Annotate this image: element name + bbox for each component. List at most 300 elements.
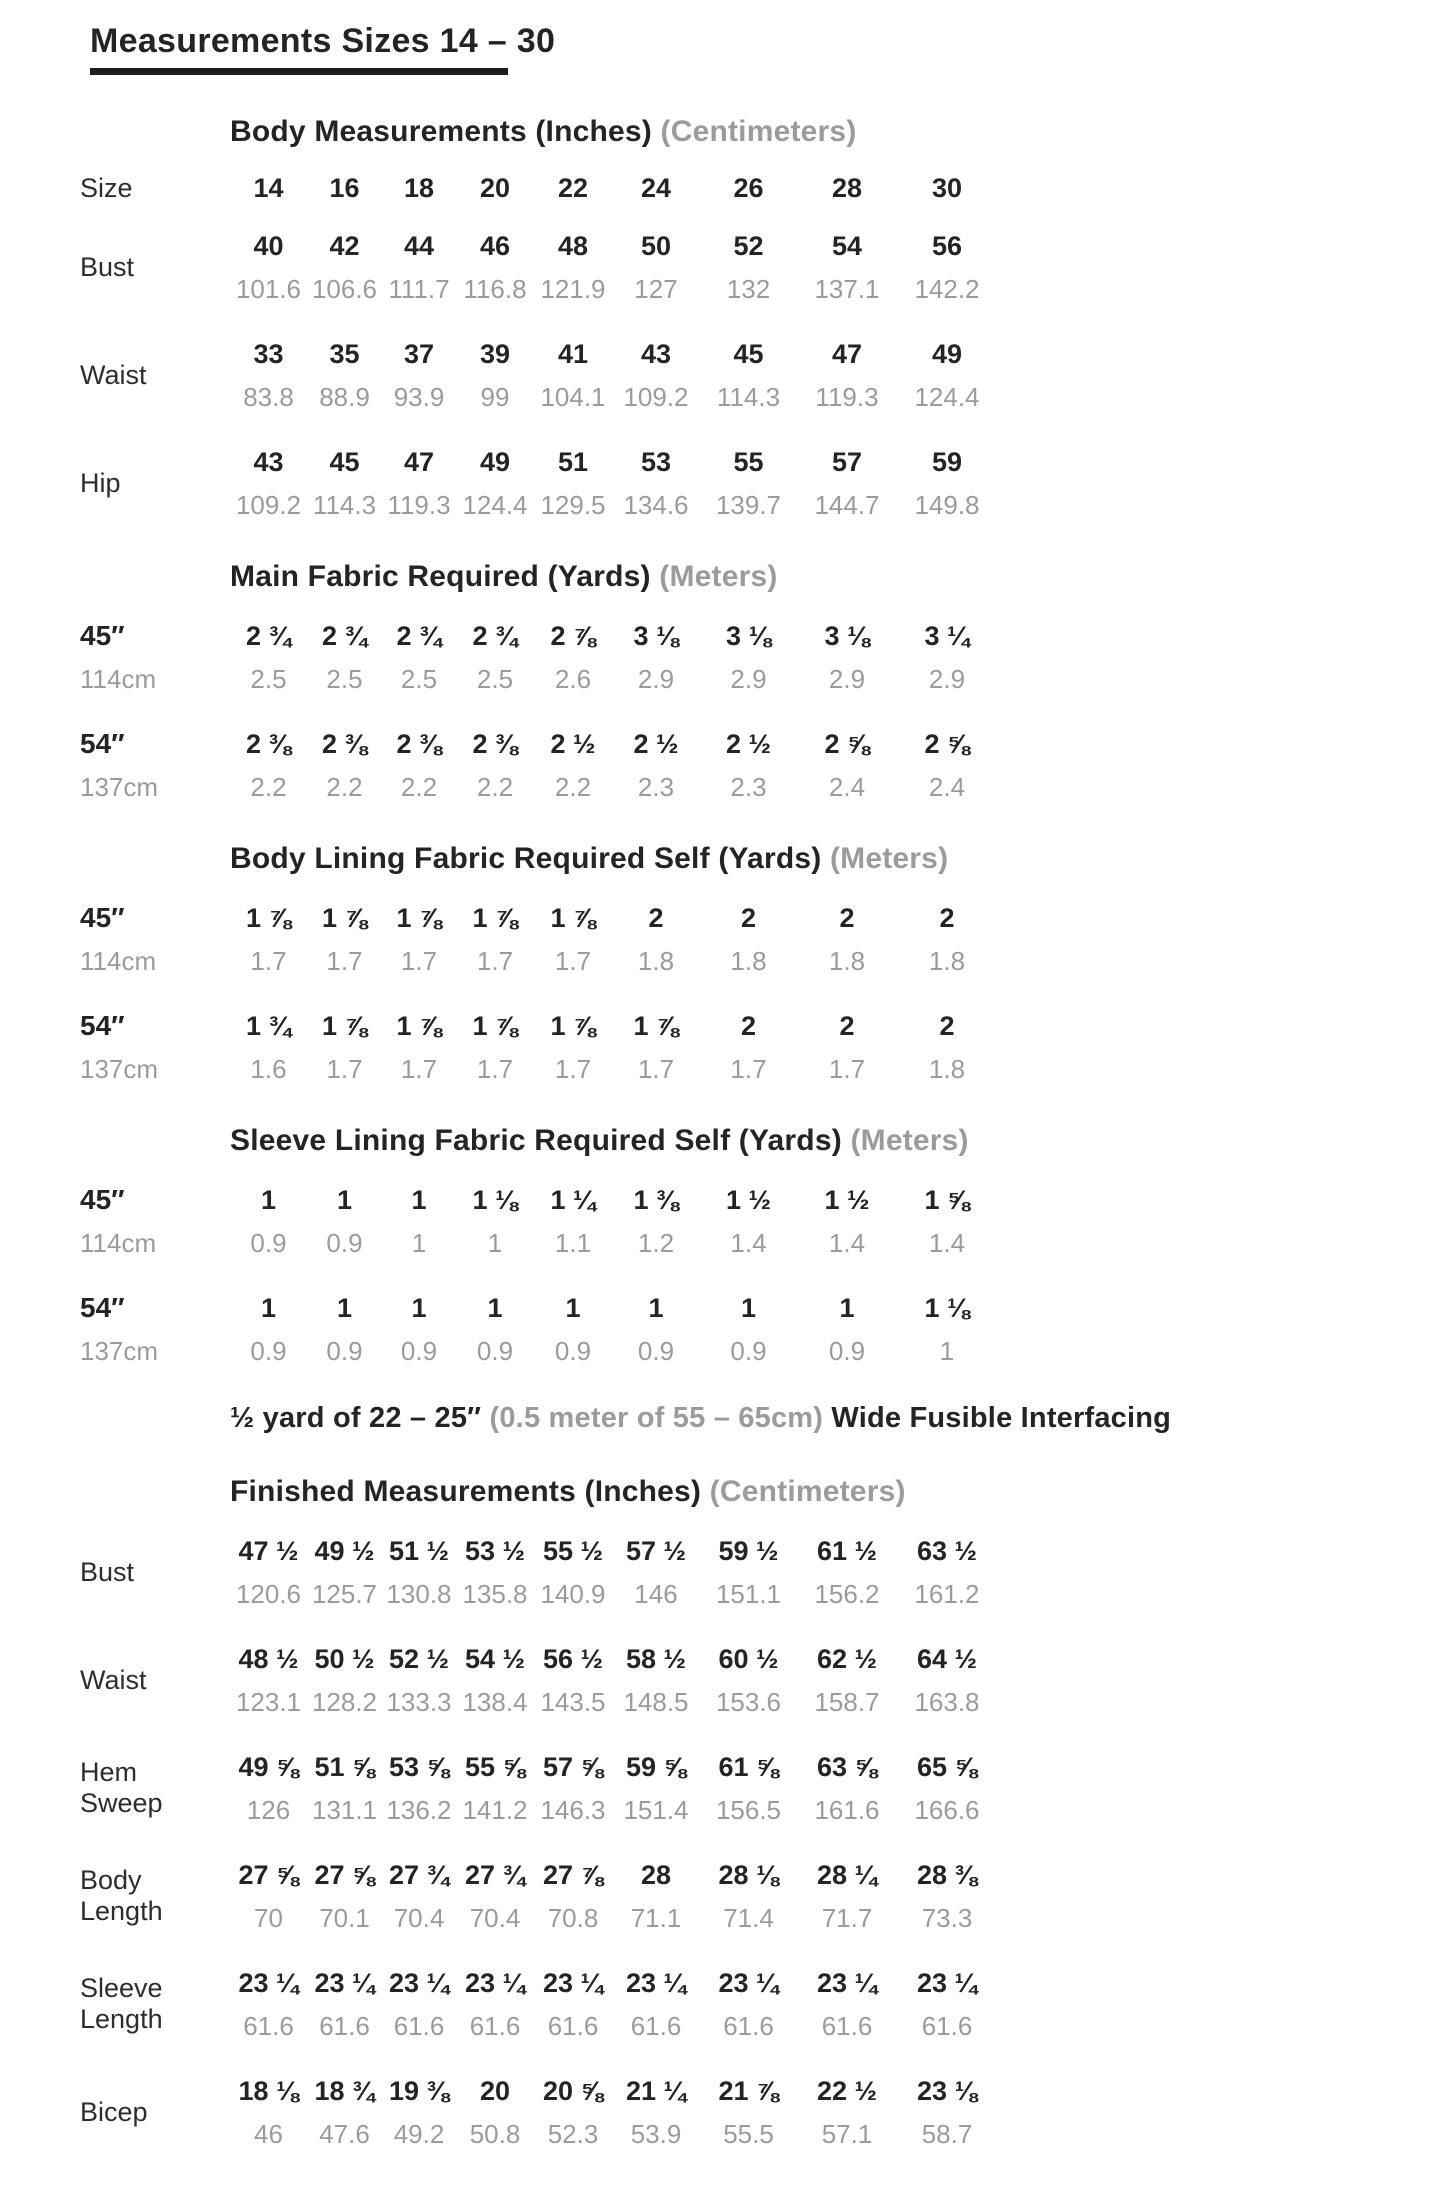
inches-value: 54 ½ bbox=[464, 1644, 526, 1674]
inches-value: 51 bbox=[557, 447, 589, 477]
inches-value: 1 ⅞ bbox=[472, 903, 518, 933]
value-cell bbox=[382, 728, 456, 802]
value-cell bbox=[612, 1184, 700, 1258]
inches-value: 2 ⅜ bbox=[245, 729, 292, 759]
cm-value: 144.7 bbox=[814, 490, 880, 520]
inches-value: 40 bbox=[253, 231, 284, 261]
value-cell bbox=[797, 1643, 897, 1717]
inches-value: 28 bbox=[640, 1860, 672, 1890]
interfacing-note bbox=[230, 1402, 1445, 1435]
value-cell bbox=[797, 620, 897, 694]
inches-value: 1 ⅞ bbox=[472, 1011, 518, 1041]
value-cell bbox=[307, 2075, 382, 2149]
cm-value: 146 bbox=[634, 1579, 678, 1609]
value-cell bbox=[307, 1751, 382, 1825]
inches-value: 1 ⅛ bbox=[924, 1293, 970, 1323]
cm-value: 61.6 bbox=[921, 2011, 973, 2041]
cm-value: 0.9 bbox=[476, 1336, 514, 1366]
value-cell bbox=[700, 1292, 797, 1366]
inches-value: 3 ⅛ bbox=[824, 621, 870, 651]
inches-value: 65 ⅝ bbox=[916, 1752, 978, 1782]
value-cell bbox=[797, 1859, 897, 1933]
value-cell bbox=[307, 1967, 382, 2041]
section-heading bbox=[230, 842, 1445, 876]
cm-value: 1.8 bbox=[828, 946, 866, 976]
row-label bbox=[80, 728, 230, 802]
inches-value: 2 ⅝ bbox=[924, 729, 970, 759]
heading-meters: (Meters) bbox=[659, 560, 778, 593]
cm-value: 2.2 bbox=[326, 772, 363, 802]
inches-value: 45 bbox=[329, 447, 360, 477]
row-label-width-cm: 137cm bbox=[80, 1336, 159, 1366]
cm-value: 2.2 bbox=[554, 772, 592, 802]
section-main-fabric bbox=[80, 560, 1445, 802]
value-cell bbox=[700, 2075, 797, 2149]
inches-value: 27 ¾ bbox=[464, 1860, 526, 1890]
cm-value: 124.4 bbox=[914, 382, 980, 412]
inches-value: 1 ½ bbox=[725, 1185, 772, 1215]
row-label bbox=[80, 1292, 230, 1366]
cm-value: 135.8 bbox=[462, 1579, 528, 1609]
cm-value: 2.9 bbox=[828, 664, 866, 694]
cm-value: 2.5 bbox=[250, 664, 287, 694]
value-cell bbox=[456, 446, 534, 520]
row-label bbox=[80, 1184, 230, 1258]
value-cell bbox=[700, 1967, 797, 2041]
inches-value: 1 ⅞ bbox=[633, 1011, 679, 1041]
inches-value: 61 ⅝ bbox=[718, 1752, 779, 1782]
inches-value: 56 bbox=[931, 231, 963, 261]
cm-value: 161.6 bbox=[814, 1795, 880, 1825]
size-value: 20 bbox=[479, 173, 511, 203]
inches-value: 27 ⅝ bbox=[314, 1860, 375, 1890]
cm-value: 1.7 bbox=[476, 946, 514, 976]
cm-value: 71.7 bbox=[821, 1903, 873, 1933]
inches-value: 54 bbox=[831, 231, 863, 261]
value-cell bbox=[230, 1643, 307, 1717]
cm-value: 123.1 bbox=[235, 1687, 302, 1717]
inches-value: 50 bbox=[640, 231, 672, 261]
value-cell bbox=[456, 902, 534, 976]
value-cell bbox=[797, 230, 897, 304]
inches-value: 47 bbox=[831, 339, 863, 369]
cm-value: 2.2 bbox=[400, 772, 438, 802]
cm-value: 151.1 bbox=[715, 1579, 782, 1609]
cm-value: 47.6 bbox=[319, 2119, 370, 2149]
size-value: 24 bbox=[640, 173, 672, 203]
cm-value: 88.9 bbox=[319, 382, 370, 412]
value-cell bbox=[897, 1859, 997, 1933]
section-heading bbox=[230, 1475, 1445, 1509]
row-label bbox=[80, 1010, 230, 1084]
inches-value: 2 ⅜ bbox=[472, 729, 518, 759]
inches-value: 63 ½ bbox=[916, 1536, 978, 1566]
body-measurements-rows bbox=[80, 230, 1445, 520]
inches-value: 47 bbox=[403, 447, 435, 477]
inches-value: 59 bbox=[931, 447, 963, 477]
table-row bbox=[80, 1010, 1445, 1084]
row-label-width-cm: 114cm bbox=[80, 664, 157, 694]
value-cell bbox=[797, 1967, 897, 2041]
value-cell bbox=[797, 338, 897, 412]
inches-value: 23 ¼ bbox=[238, 1968, 299, 1998]
value-cell bbox=[307, 1643, 382, 1717]
inches-value: 61 ½ bbox=[816, 1536, 878, 1566]
inches-value: 20 bbox=[479, 2076, 511, 2106]
cm-value: 70.8 bbox=[547, 1903, 599, 1933]
inches-value: 2 ½ bbox=[550, 729, 596, 759]
table-row bbox=[80, 446, 1445, 520]
value-cell bbox=[456, 1010, 534, 1084]
heading-inches: Finished Measurements (Inches) bbox=[230, 1475, 702, 1508]
cm-value: 52.3 bbox=[547, 2119, 599, 2149]
value-cell bbox=[307, 1010, 382, 1084]
value-cell bbox=[534, 2075, 612, 2149]
inches-value: 46 bbox=[479, 231, 511, 261]
cm-value: 153.6 bbox=[715, 1687, 782, 1717]
inches-value: 23 ¼ bbox=[314, 1968, 375, 1998]
value-cell bbox=[307, 1859, 382, 1933]
inches-value: 1 ⅞ bbox=[321, 903, 368, 933]
inches-value: 2 ¾ bbox=[321, 621, 368, 651]
cm-value: 139.7 bbox=[715, 490, 782, 520]
value-cell bbox=[700, 902, 797, 976]
cm-value: 71.4 bbox=[723, 1903, 774, 1933]
value-cell bbox=[230, 728, 307, 802]
cm-value: 127 bbox=[634, 274, 678, 304]
body-lining-rows bbox=[80, 902, 1445, 1084]
row-label-width: 45″ bbox=[80, 620, 125, 651]
value-cell bbox=[534, 1535, 612, 1609]
inches-value: 23 ¼ bbox=[625, 1968, 687, 1998]
inches-value: 1 ⅛ bbox=[472, 1185, 518, 1215]
cm-value: 128.2 bbox=[311, 1687, 378, 1717]
inches-value: 59 ⅝ bbox=[625, 1752, 687, 1782]
value-cell bbox=[382, 1859, 456, 1933]
value-cell bbox=[897, 338, 997, 412]
cm-value: 149.8 bbox=[914, 490, 980, 520]
value-cell bbox=[797, 1292, 897, 1366]
cm-value: 114.3 bbox=[716, 382, 781, 412]
cm-value: 1.7 bbox=[637, 1054, 675, 1084]
cm-value: 58.7 bbox=[921, 2119, 973, 2149]
value-cell bbox=[897, 1184, 997, 1258]
inches-value: 23 ¼ bbox=[816, 1968, 878, 1998]
value-cell bbox=[230, 1751, 307, 1825]
size-value: 22 bbox=[557, 173, 589, 203]
cm-value: 49.2 bbox=[393, 2119, 445, 2149]
inches-value: 21 ¼ bbox=[625, 2076, 687, 2106]
value-cell bbox=[456, 338, 534, 412]
inches-value: 27 ¾ bbox=[388, 1860, 450, 1890]
row-label-width-cm: 137cm bbox=[80, 772, 159, 802]
inches-value: 55 ½ bbox=[542, 1536, 604, 1566]
value-cell bbox=[230, 1292, 307, 1366]
cm-value: 0.9 bbox=[554, 1336, 592, 1366]
size-value: 16 bbox=[329, 173, 360, 203]
inches-value: 2 ⅞ bbox=[550, 621, 596, 651]
cm-value: 1 bbox=[939, 1336, 955, 1366]
row-label bbox=[80, 620, 230, 694]
inches-value: 1 ¼ bbox=[550, 1185, 596, 1215]
inches-value: 1 bbox=[648, 1293, 664, 1323]
inches-value: 1 ⅝ bbox=[924, 1185, 970, 1215]
cm-value: 156.2 bbox=[814, 1579, 880, 1609]
inches-value: 60 ½ bbox=[718, 1644, 779, 1674]
value-cell bbox=[534, 1751, 612, 1825]
value-cell bbox=[456, 620, 534, 694]
cm-value: 1.7 bbox=[554, 946, 592, 976]
value-cell bbox=[534, 1859, 612, 1933]
cm-value: 0.9 bbox=[326, 1336, 363, 1366]
cm-value: 2.2 bbox=[476, 772, 514, 802]
cm-value: 0.9 bbox=[326, 1228, 363, 1258]
row-label-width-cm: 114cm bbox=[80, 1228, 157, 1258]
value-cell bbox=[307, 620, 382, 694]
page-title: Measurements Sizes 14 – 30 bbox=[90, 22, 556, 60]
cm-value: 143.5 bbox=[540, 1687, 606, 1717]
inches-value: 2 bbox=[839, 1011, 855, 1041]
cm-value: 2.3 bbox=[730, 772, 767, 802]
inches-value: 23 ¼ bbox=[916, 1968, 978, 1998]
cm-value: 124.4 bbox=[462, 490, 528, 520]
inches-value: 49 ⅝ bbox=[238, 1752, 299, 1782]
inches-value: 48 bbox=[557, 231, 589, 261]
cm-value: 146.3 bbox=[540, 1795, 606, 1825]
cm-value: 148.5 bbox=[623, 1687, 689, 1717]
cm-value: 2.6 bbox=[554, 664, 592, 694]
value-cell bbox=[534, 902, 612, 976]
inches-value: 1 bbox=[411, 1185, 427, 1215]
value-cell bbox=[456, 1859, 534, 1933]
cm-value: 1.7 bbox=[250, 946, 287, 976]
inches-value: 1 ⅞ bbox=[396, 903, 442, 933]
value-cell bbox=[230, 902, 307, 976]
value-cell bbox=[382, 620, 456, 694]
value-cell bbox=[230, 446, 307, 520]
inches-value: 23 ¼ bbox=[388, 1968, 450, 1998]
value-cell bbox=[797, 1751, 897, 1825]
inches-value: 39 bbox=[479, 339, 511, 369]
heading-inches: Body Measurements (Inches) bbox=[230, 115, 652, 148]
heading-centimeters: (Centimeters) bbox=[709, 1475, 906, 1508]
inches-value: 53 ½ bbox=[464, 1536, 526, 1566]
cm-value: 50.8 bbox=[469, 2119, 521, 2149]
cm-value: 119.3 bbox=[815, 382, 879, 412]
inches-value: 55 bbox=[733, 447, 764, 477]
size-value: 18 bbox=[403, 173, 435, 203]
value-cell bbox=[307, 338, 382, 412]
cm-value: 151.4 bbox=[623, 1795, 689, 1825]
inches-value: 1 ⅞ bbox=[396, 1011, 442, 1041]
cm-value: 2.9 bbox=[730, 664, 767, 694]
cm-value: 120.6 bbox=[235, 1579, 302, 1609]
inches-value: 48 ½ bbox=[238, 1644, 299, 1674]
cm-value: 1.4 bbox=[730, 1228, 767, 1258]
cm-value: 1.6 bbox=[250, 1054, 287, 1084]
inches-value: 62 ½ bbox=[816, 1644, 878, 1674]
heading-yards: Sleeve Lining Fabric Required Self (Yards) bbox=[230, 1124, 842, 1157]
inches-value: 2 bbox=[939, 1011, 955, 1041]
cm-value: 1.4 bbox=[828, 1228, 866, 1258]
heading-meters: (Meters) bbox=[850, 1124, 969, 1157]
cm-value: 134.6 bbox=[623, 490, 689, 520]
table-row bbox=[80, 1859, 1445, 1933]
table-row bbox=[80, 338, 1445, 412]
value-cell bbox=[456, 1967, 534, 2041]
value-cell bbox=[382, 1643, 456, 1717]
value-cell bbox=[307, 446, 382, 520]
table-row bbox=[80, 728, 1445, 802]
cm-value: 109.2 bbox=[235, 490, 302, 520]
value-cell bbox=[230, 230, 307, 304]
interfacing-note-yards: ½ yard of 22 – 25″ bbox=[230, 1402, 482, 1434]
inches-value: 2 bbox=[740, 1011, 757, 1041]
inches-value: 43 bbox=[640, 339, 672, 369]
cm-value: 57.1 bbox=[821, 2119, 873, 2149]
row-label: Bust bbox=[80, 251, 135, 282]
cm-value: 61.6 bbox=[393, 2011, 445, 2041]
inches-value: 2 ⅜ bbox=[396, 729, 442, 759]
cm-value: 61.6 bbox=[723, 2011, 774, 2041]
cm-value: 46 bbox=[254, 2119, 283, 2149]
size-header-row bbox=[80, 173, 1445, 204]
row-label: Bust bbox=[80, 1556, 135, 1587]
inches-value: 3 ⅛ bbox=[725, 621, 772, 651]
row-label: Sleeve Length bbox=[80, 1973, 163, 2034]
cm-value: 2.4 bbox=[828, 772, 866, 802]
value-cell bbox=[700, 446, 797, 520]
cm-value: 158.7 bbox=[814, 1687, 880, 1717]
table-row bbox=[80, 230, 1445, 304]
cm-value: 1.1 bbox=[554, 1228, 592, 1258]
value-cell bbox=[612, 902, 700, 976]
value-cell bbox=[534, 620, 612, 694]
inches-value: 1 bbox=[740, 1293, 757, 1323]
heading-yards: Main Fabric Required (Yards) bbox=[230, 560, 651, 593]
row-label-width-cm: 137cm bbox=[80, 1054, 159, 1084]
value-cell bbox=[897, 1010, 997, 1084]
value-cell bbox=[382, 1535, 456, 1609]
inches-value: 2 ⅜ bbox=[321, 729, 368, 759]
inches-value: 2 ¾ bbox=[245, 621, 292, 651]
cm-value: 1.8 bbox=[928, 946, 966, 976]
inches-value: 21 ⅞ bbox=[718, 2076, 779, 2106]
inches-value: 33 bbox=[253, 339, 284, 369]
section-heading bbox=[230, 1124, 1445, 1158]
cm-value: 2.5 bbox=[400, 664, 438, 694]
value-cell bbox=[797, 902, 897, 976]
cm-value: 61.6 bbox=[243, 2011, 294, 2041]
cm-value: 1.4 bbox=[928, 1228, 966, 1258]
cm-value: 2.2 bbox=[250, 772, 287, 802]
value-cell bbox=[897, 620, 997, 694]
value-cell bbox=[797, 446, 897, 520]
cm-value: 130.8 bbox=[386, 1579, 452, 1609]
row-label-width: 54″ bbox=[80, 728, 125, 759]
table-row bbox=[80, 902, 1445, 976]
table-row bbox=[80, 1643, 1445, 1717]
table-row bbox=[80, 1535, 1445, 1609]
cm-value: 2.5 bbox=[476, 664, 514, 694]
section-finished-measurements bbox=[80, 1475, 1445, 2149]
value-cell bbox=[700, 1751, 797, 1825]
inches-value: 22 ½ bbox=[816, 2076, 878, 2106]
cm-value: 61.6 bbox=[469, 2011, 521, 2041]
cm-value: 141.2 bbox=[462, 1795, 528, 1825]
value-cell bbox=[456, 1535, 534, 1609]
cm-value: 166.6 bbox=[914, 1795, 980, 1825]
inches-value: 23 ¼ bbox=[542, 1968, 604, 1998]
cm-value: 161.2 bbox=[914, 1579, 980, 1609]
value-cell bbox=[307, 902, 382, 976]
value-cell bbox=[230, 620, 307, 694]
value-cell bbox=[797, 2075, 897, 2149]
cm-value: 1.8 bbox=[730, 946, 767, 976]
inches-value: 2 bbox=[740, 903, 757, 933]
inches-value: 37 bbox=[403, 339, 435, 369]
value-cell bbox=[612, 1643, 700, 1717]
inches-value: 1 bbox=[839, 1293, 855, 1323]
cm-value: 1.7 bbox=[400, 1054, 438, 1084]
finished-measurements-rows bbox=[80, 1535, 1445, 2149]
cm-value: 140.9 bbox=[540, 1579, 606, 1609]
value-cell bbox=[382, 1184, 456, 1258]
inches-value: 1 ⅞ bbox=[321, 1011, 368, 1041]
inches-value: 51 ½ bbox=[388, 1536, 450, 1566]
value-cell bbox=[612, 1292, 700, 1366]
value-cell bbox=[456, 1184, 534, 1258]
row-label: Waist bbox=[80, 1664, 147, 1695]
value-cell bbox=[897, 1751, 997, 1825]
cm-value: 1.7 bbox=[476, 1054, 514, 1084]
inches-value: 23 ¼ bbox=[464, 1968, 526, 1998]
value-cell bbox=[612, 446, 700, 520]
cm-value: 163.8 bbox=[914, 1687, 980, 1717]
inches-value: 1 ⅜ bbox=[633, 1185, 679, 1215]
cm-value: 93.9 bbox=[393, 382, 445, 412]
section-body-measurements bbox=[80, 115, 1445, 520]
row-label: Hem Sweep bbox=[80, 1757, 163, 1818]
inches-value: 19 ⅜ bbox=[388, 2076, 450, 2106]
value-cell bbox=[612, 1859, 700, 1933]
value-cell bbox=[897, 1535, 997, 1609]
cm-value: 53.9 bbox=[630, 2119, 682, 2149]
value-cell bbox=[230, 2075, 307, 2149]
cm-value: 1.7 bbox=[554, 1054, 592, 1084]
cm-value: 1 bbox=[487, 1228, 503, 1258]
cm-value: 70.1 bbox=[319, 1903, 370, 1933]
title-underline bbox=[90, 68, 508, 75]
value-cell bbox=[230, 1859, 307, 1933]
cm-value: 129.5 bbox=[540, 490, 606, 520]
inches-value: 2 ½ bbox=[725, 729, 772, 759]
value-cell bbox=[897, 2075, 997, 2149]
inches-value: 51 ⅝ bbox=[314, 1752, 375, 1782]
inches-value: 59 ½ bbox=[718, 1536, 779, 1566]
inches-value: 1 bbox=[260, 1293, 277, 1323]
cm-value: 83.8 bbox=[243, 382, 294, 412]
cm-value: 125.7 bbox=[311, 1579, 378, 1609]
cm-value: 2.5 bbox=[326, 664, 363, 694]
cm-value: 71.1 bbox=[630, 1903, 682, 1933]
row-label: Waist bbox=[80, 359, 147, 390]
value-cell bbox=[534, 1184, 612, 1258]
inches-value: 2 ¾ bbox=[472, 621, 518, 651]
value-cell bbox=[700, 728, 797, 802]
value-cell bbox=[534, 1292, 612, 1366]
cm-value: 1.7 bbox=[400, 946, 438, 976]
